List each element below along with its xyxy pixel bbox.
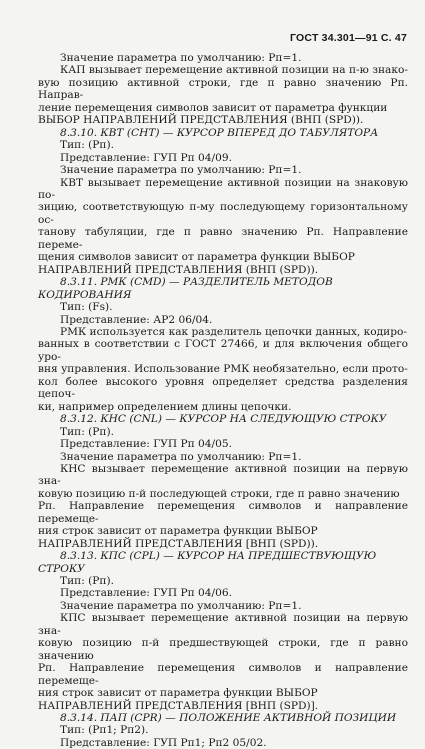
paragraph-line: ния строк зависит от параметра функции ВЫБОР НАПРАВЛЕНИЙ ПРЕДСТАВЛЕНИЯ [ВНП (SPD)]. bbox=[38, 687, 319, 712]
default-value-line: Значение параметра по умолчанию: Рп=1. bbox=[60, 52, 302, 64]
type-line: Тип: (Рп). bbox=[60, 139, 114, 152]
paragraph-line: ковую позицию п-й предшествующей строки, где п равно значению bbox=[38, 637, 408, 662]
representation-line: Представление: ГУП Рп 04/05. bbox=[60, 438, 232, 451]
paragraph-line: КВТ вызывает перемещение активной позиции на знаковую по- bbox=[38, 176, 408, 201]
paragraph-line: КАП вызывает перемещение активной позиции на п-ю знако- bbox=[60, 64, 408, 77]
section-heading-8-3-14: 8.3.14. ПАП (CPR) — ПОЛОЖЕНИЕ АКТИВНОЙ ПОЗИЦИИ bbox=[60, 712, 397, 725]
type-line: Тип: (Рп). bbox=[60, 425, 114, 438]
paragraph-line: ванных в соответствии с ГОСТ 27466, и для включения общего уро- bbox=[38, 338, 408, 363]
document-body bbox=[38, 52, 408, 749]
default-value-line: Значение параметра по умолчанию: Рп=1. bbox=[60, 599, 302, 612]
section-heading-8-3-12: 8.3.12. КНС (CNL) — КУРСОР НА СЛЕДУЮЩУЮ СТРОКУ bbox=[60, 413, 387, 426]
paragraph-line: КНС вызывает перемещение активной позиции на первую зна- bbox=[38, 462, 408, 488]
paragraph-line: ление перемещения символов зависит от параметра функции ВЫБОР НАПРАВЛЕНИЙ ПРЕДСТАВЛЕНИЯ (ВНП (SPD)). bbox=[38, 101, 388, 127]
default-value-line: Значение параметра по умолчанию: Рп=1. bbox=[60, 450, 302, 463]
paragraph-line: танову табуляции, где п равно значению Рп. Направление переме- bbox=[38, 226, 408, 251]
paragraph-line: вую позицию активной строки, где п равно значению Рп. Направ- bbox=[38, 76, 408, 102]
paragraph-line: ковую позицию п-й последующей строки, где п равно значению bbox=[38, 487, 400, 500]
section-heading-8-3-13: 8.3.13. КПС (CPL) — КУРСОР НА ПРЕДШЕСТВУЮЩУЮ СТРОКУ bbox=[38, 550, 377, 575]
paragraph-line: ки, например определением длины цепочки. bbox=[38, 400, 292, 413]
paragraph-line: Рп. Направление перемещения символов и направление перемеще- bbox=[38, 500, 408, 525]
running-head: ГОСТ 34.301—91 С. 47 bbox=[290, 32, 407, 44]
paragraph-line: вня управления. Использование РМК необязательно, если прото- bbox=[38, 363, 408, 376]
paragraph-line: кол более высокого уровня определяет средства разделения цепоч- bbox=[38, 375, 408, 401]
type-line: Тип: (Рп). bbox=[60, 575, 114, 588]
paragraph-line: Рп. Направление перемещения символов и направление перемеще- bbox=[38, 662, 408, 687]
paragraph-line: зицию, соответствующую п-му последующему горизонтальному ос- bbox=[38, 201, 408, 226]
paragraph-line: КПС вызывает перемещение активной позиции на первую зна- bbox=[38, 612, 408, 637]
paragraph-line: щения символов зависит от параметра функции ВЫБОР НАПРАВЛЕНИЙ ПРЕДСТАВЛЕНИЯ (ВНП (SPD)). bbox=[38, 251, 355, 276]
default-value-line: Значение параметра по умолчанию: Рп=1. bbox=[60, 164, 302, 177]
section-heading-8-3-11: 8.3.11. РМК (CMD) — РАЗДЕЛИТЕЛЬ МЕТОДОВ КОДИРОВАНИЯ bbox=[38, 276, 333, 301]
representation-line: Представление: ГУП Рп 04/06. bbox=[60, 587, 232, 600]
representation-line: Представление: АР2 06/04. bbox=[60, 313, 213, 326]
type-line: Тип: (Рп1; Рп2). bbox=[60, 724, 149, 737]
representation-line: Представление: ГУП Рп1; Рп2 05/02. bbox=[60, 736, 267, 749]
section-heading-8-3-10: 8.3.10. КВТ (CHT) — КУРСОР ВПЕРЕД ДО ТАБУЛЯТОРА bbox=[60, 126, 379, 139]
representation-line: Представление: ГУП Рп 04/09. bbox=[60, 151, 232, 164]
type-line: Тип: (Fs). bbox=[60, 301, 113, 314]
paragraph-line: РМК используется как разделитель цепочки данных, кодиро- bbox=[60, 325, 407, 338]
paragraph-line: ния строк зависит от параметра функции ВЫБОР НАПРАВЛЕНИЙ ПРЕДСТАВЛЕНИЯ [ВНП (SPD)). bbox=[38, 525, 319, 550]
